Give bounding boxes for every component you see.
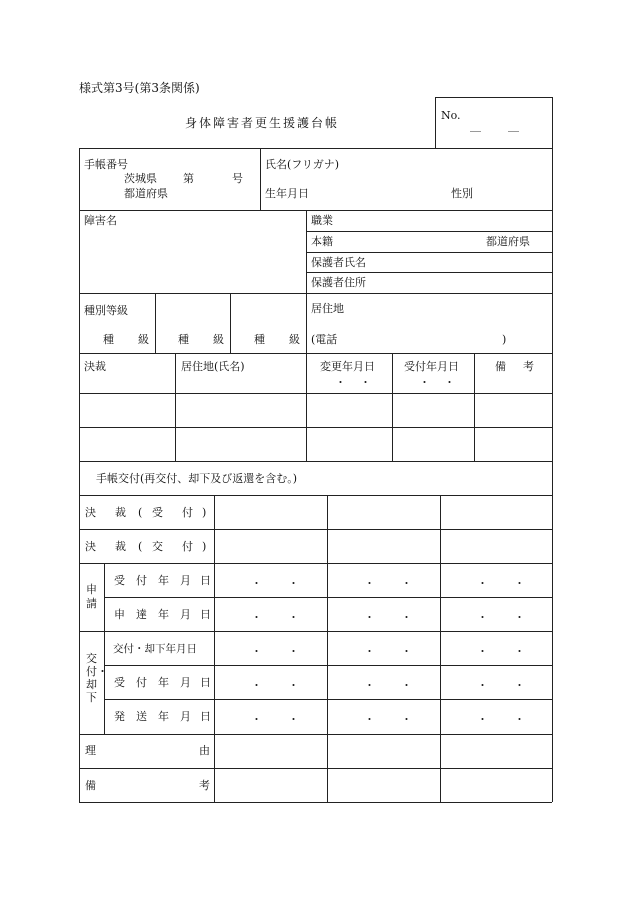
honseki-suffix: 都道府県 bbox=[486, 235, 530, 248]
dai-label: 第 bbox=[183, 172, 194, 185]
kofu-kyakka-nengappi-label: 交付・却下年月日 bbox=[113, 643, 197, 655]
go-label: 号 bbox=[232, 172, 243, 185]
shu-label-3: 種 bbox=[254, 333, 265, 346]
form-number: 様式第3号(第3条関係) bbox=[79, 81, 200, 95]
biko-header: 備 考 bbox=[495, 360, 537, 373]
denwa-open: (電話 bbox=[311, 333, 338, 346]
ibaraki-label: 茨城県 bbox=[124, 172, 157, 185]
henko-date-dots: ・・ bbox=[335, 376, 385, 389]
kyojuchi-shimei-header: 居住地(氏名) bbox=[181, 360, 245, 373]
shogaimei-label: 障害名 bbox=[84, 214, 117, 227]
kyu-label-1: 級 bbox=[138, 333, 149, 346]
kessai-header: 決裁 bbox=[84, 360, 106, 373]
kyojuchi-label: 居住地 bbox=[311, 302, 344, 315]
no-value: ＿ ＿ bbox=[470, 120, 527, 133]
todofuken-label: 都道府県 bbox=[124, 187, 168, 200]
issuance-title: 手帳交付(再交付、却下及び返還を含む。) bbox=[96, 472, 298, 485]
hogosha-jusho-label: 保護者住所 bbox=[311, 276, 366, 289]
seinengappi-label: 生年月日 bbox=[265, 187, 309, 200]
shu-label-1: 種 bbox=[103, 333, 114, 346]
kyu-label-2: 級 bbox=[213, 333, 224, 346]
techo-bango-label: 手帳番号 bbox=[84, 158, 128, 171]
shubetsu-tokyu-label: 種別等級 bbox=[84, 304, 128, 317]
shimei-label: 氏名(フリガナ) bbox=[265, 158, 340, 171]
no-label: No. bbox=[441, 109, 461, 122]
kyu-label-3: 級 bbox=[289, 333, 300, 346]
uketsuke-date-dots: ・・ bbox=[419, 376, 469, 389]
shokugyo-label: 職業 bbox=[311, 214, 333, 227]
honseki-label: 本籍 bbox=[311, 235, 333, 248]
uketsuke-date-header: 受付年月日 bbox=[404, 360, 459, 373]
page-title: 身体障害者更生援護台帳 bbox=[185, 116, 340, 130]
shinsei-group-label: 申請 bbox=[86, 583, 97, 610]
hogosha-shimei-label: 保護者氏名 bbox=[311, 256, 366, 269]
shu-label-2: 種 bbox=[178, 333, 189, 346]
henko-date-header: 変更年月日 bbox=[320, 360, 375, 373]
denwa-close: ) bbox=[502, 333, 507, 346]
kofu-group-label: 交付・却下 bbox=[86, 652, 108, 704]
seibetsu-label: 性別 bbox=[451, 187, 473, 200]
